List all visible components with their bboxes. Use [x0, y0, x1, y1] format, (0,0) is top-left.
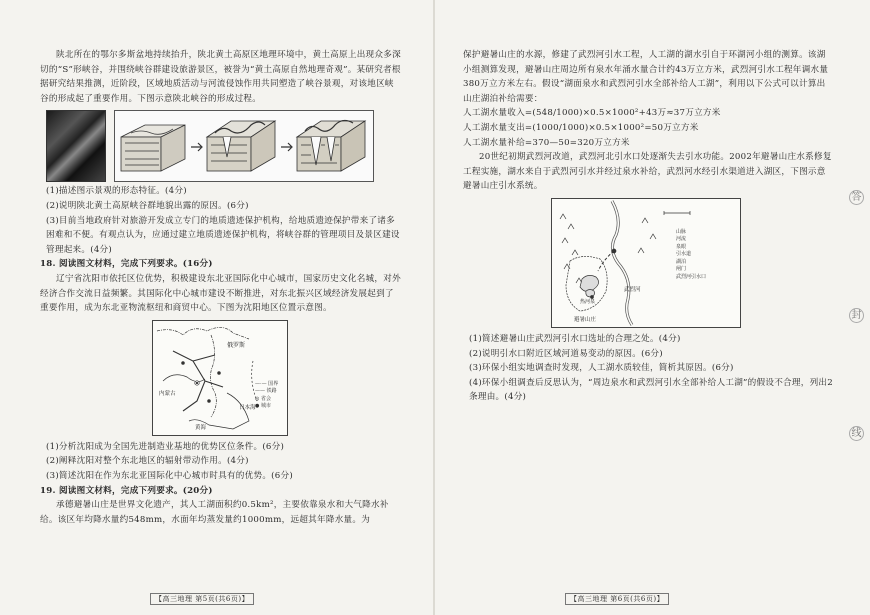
history-paragraph: 20世纪初期武烈河改道，武烈河北引水口处逐渐失去引水功能。2002年避暑山庄水系修复工程实施，湖水来自于武烈河引水并经过泉水补给，武烈河水经引水渠道进入湖区，下图示意避暑山庄引水系统。: [463, 152, 832, 192]
map2-legend-channel: 引水道: [676, 251, 692, 258]
calc-line-expense: 人工湖水量支出=(1000/1000)×0.5×1000²=50万立方米: [463, 122, 699, 133]
canyon-photo: [46, 110, 106, 182]
q19-item-1: (1)简述避暑山庄武烈河引水口选址的合理之处。(4分): [469, 333, 681, 344]
summer-resort-water-map: [551, 198, 741, 328]
map2-label-resort: 避暑山庄: [574, 316, 597, 323]
map1-label-inner-mongolia: 内蒙古: [159, 390, 176, 397]
map2-legend-lake: 湖泊: [676, 258, 687, 265]
map1-legend-railway: —— 铁路: [255, 388, 277, 395]
q19-paragraph-start: 承德避暑山庄是世界文化遗产，其人工湖面积约0.5km²，主要依靠泉水和大气降水补给。该区年均降水量约548mm，水面年均蒸发量约1000mm，远超其年降水量。为: [40, 500, 389, 525]
calc-line-supply: 人工湖水量补给=370—50=320万立方米: [463, 137, 630, 148]
q17-item-3: (3)目前当地政府针对旅游开发成立专门的地质遗迹保护机构，给地质遗迹保护带来了诸多困难和不便。有观点认为，应通过建立地质遗迹保护机构，将峡谷群的管理项目及景区建设管理起来。(4分): [46, 215, 400, 255]
q18-item-3: (3)简述沈阳在作为东北亚国际化中心城市时具有的优势。(6分): [46, 470, 293, 481]
q19-item-2: (2)说明引水口附近区域河道易变动的原因。(6分): [469, 348, 663, 359]
map2-legend-gate: 闸门: [676, 266, 687, 273]
map1-label-japan-sea: 日本海: [239, 404, 256, 411]
map1-legend-capital: ◎ 省会: [255, 395, 271, 402]
canyon-figure-row: [46, 110, 401, 180]
map1-legend: [255, 381, 278, 411]
shenyang-location-map: [152, 320, 288, 436]
margin-mark-line: 线: [849, 426, 864, 441]
q18-paragraph: 辽宁省沈阳市依托区位优势，积极建设东北亚国际化中心城市，国家历史文化名城，对外经济合作交流日益频繁。其国际化中心城市建设不断推进，对东北振兴区域经济发展起到了重要作用，成为东北亚物流枢纽和商贸中心。下图为沈阳地区位置示意图。: [40, 273, 401, 314]
q17-item-1: (1)描述图示景观的形态特征。(4分): [46, 186, 187, 197]
shenyang-map-drawing: [153, 321, 287, 435]
margin-mark-seal: 封: [849, 308, 864, 323]
margin-mark-answer: 答: [849, 190, 864, 205]
map1-label-yellow-sea: 黄海: [195, 424, 207, 431]
map1-legend-city: ● 城市: [255, 403, 271, 410]
q18-item-1: (1)分析沈阳成为全国先进制造业基地的优势区位条件。(6分): [46, 441, 285, 452]
map1-label-russia: 俄罗斯: [227, 341, 246, 349]
left-page-footer: 【高三地理 第5页(共6页)】: [150, 593, 254, 605]
map2-label-spring: 热河泉: [580, 298, 596, 305]
right-page-footer: 【高三地理 第6页(共6页)】: [565, 593, 669, 605]
map2-label-river: 武烈河: [624, 286, 641, 293]
map2-legend-spring: 泉眼: [676, 243, 687, 250]
q19-item-4: (4)环保小组调查后反思认为，“周边泉水和武烈河引水全部补给人工湖”的假设不合理，列出2条理由。(4分): [469, 377, 833, 403]
q17-intro-paragraph: 陕北所在的鄂尔多斯盆地持续抬升，陕北黄土高原区地理环境中，黄土高原上出现众多深切的“S”形峡谷，并围绕峡谷群建设旅游景区，被誉为“黄土高原自然地理奇观”。某研究者根据研究结果推测，近阶段，区域地质活动与河流侵蚀作用共同塑造了峡谷景观，对该地区峡谷的形成起了重要作用。下图示意陕北峡谷的形成过程。: [40, 50, 401, 104]
canyon-formation-diagram: [114, 110, 374, 182]
q17-item-2: (2)说明陕北黄土高原峡谷群地貌出露的原因。(6分): [46, 200, 249, 211]
map2-legend-river: 河流: [676, 236, 687, 243]
map1-legend-border: —·— 国界: [255, 380, 279, 387]
q18-item-2: (2)阐释沈阳对整个东北地区的辐射带动作用。(4分): [46, 456, 249, 467]
map2-legend: [676, 229, 706, 282]
calc-line-income: 人工湖水量收入=(548/1000)×0.5×1000²+43万≈37万立方米: [463, 108, 721, 119]
map2-legend-mountain: 山脉: [676, 228, 687, 235]
summer-resort-map-drawing: [552, 199, 740, 327]
right-page: [435, 0, 870, 615]
q19-heading: 19. 阅读图文材料，完成下列要求。(20分): [40, 485, 213, 496]
q19-item-3: (3)环保小组实地调查时发现，人工湖水质较佳，简析其原因。(6分): [469, 363, 734, 374]
map2-legend-intake: 武烈河引水口: [676, 273, 707, 280]
q18-heading: 18. 阅读图文材料，完成下列要求。(16分): [40, 259, 213, 270]
q19-paragraph-continued: 保护避暑山庄的水源，修建了武烈河引水工程，人工湖的湖水引自于环湖河小组的测算。该湖小组测算发现，避暑山庄周边所有泉水年涌水量合计约43万立方米，武烈河引水工程年调水量380万立方米左右。假设“湖面泉水和武烈河引水全部补给人工湖”，利用以下公式可以计算出山庄湖泊补给需要：: [463, 50, 829, 104]
